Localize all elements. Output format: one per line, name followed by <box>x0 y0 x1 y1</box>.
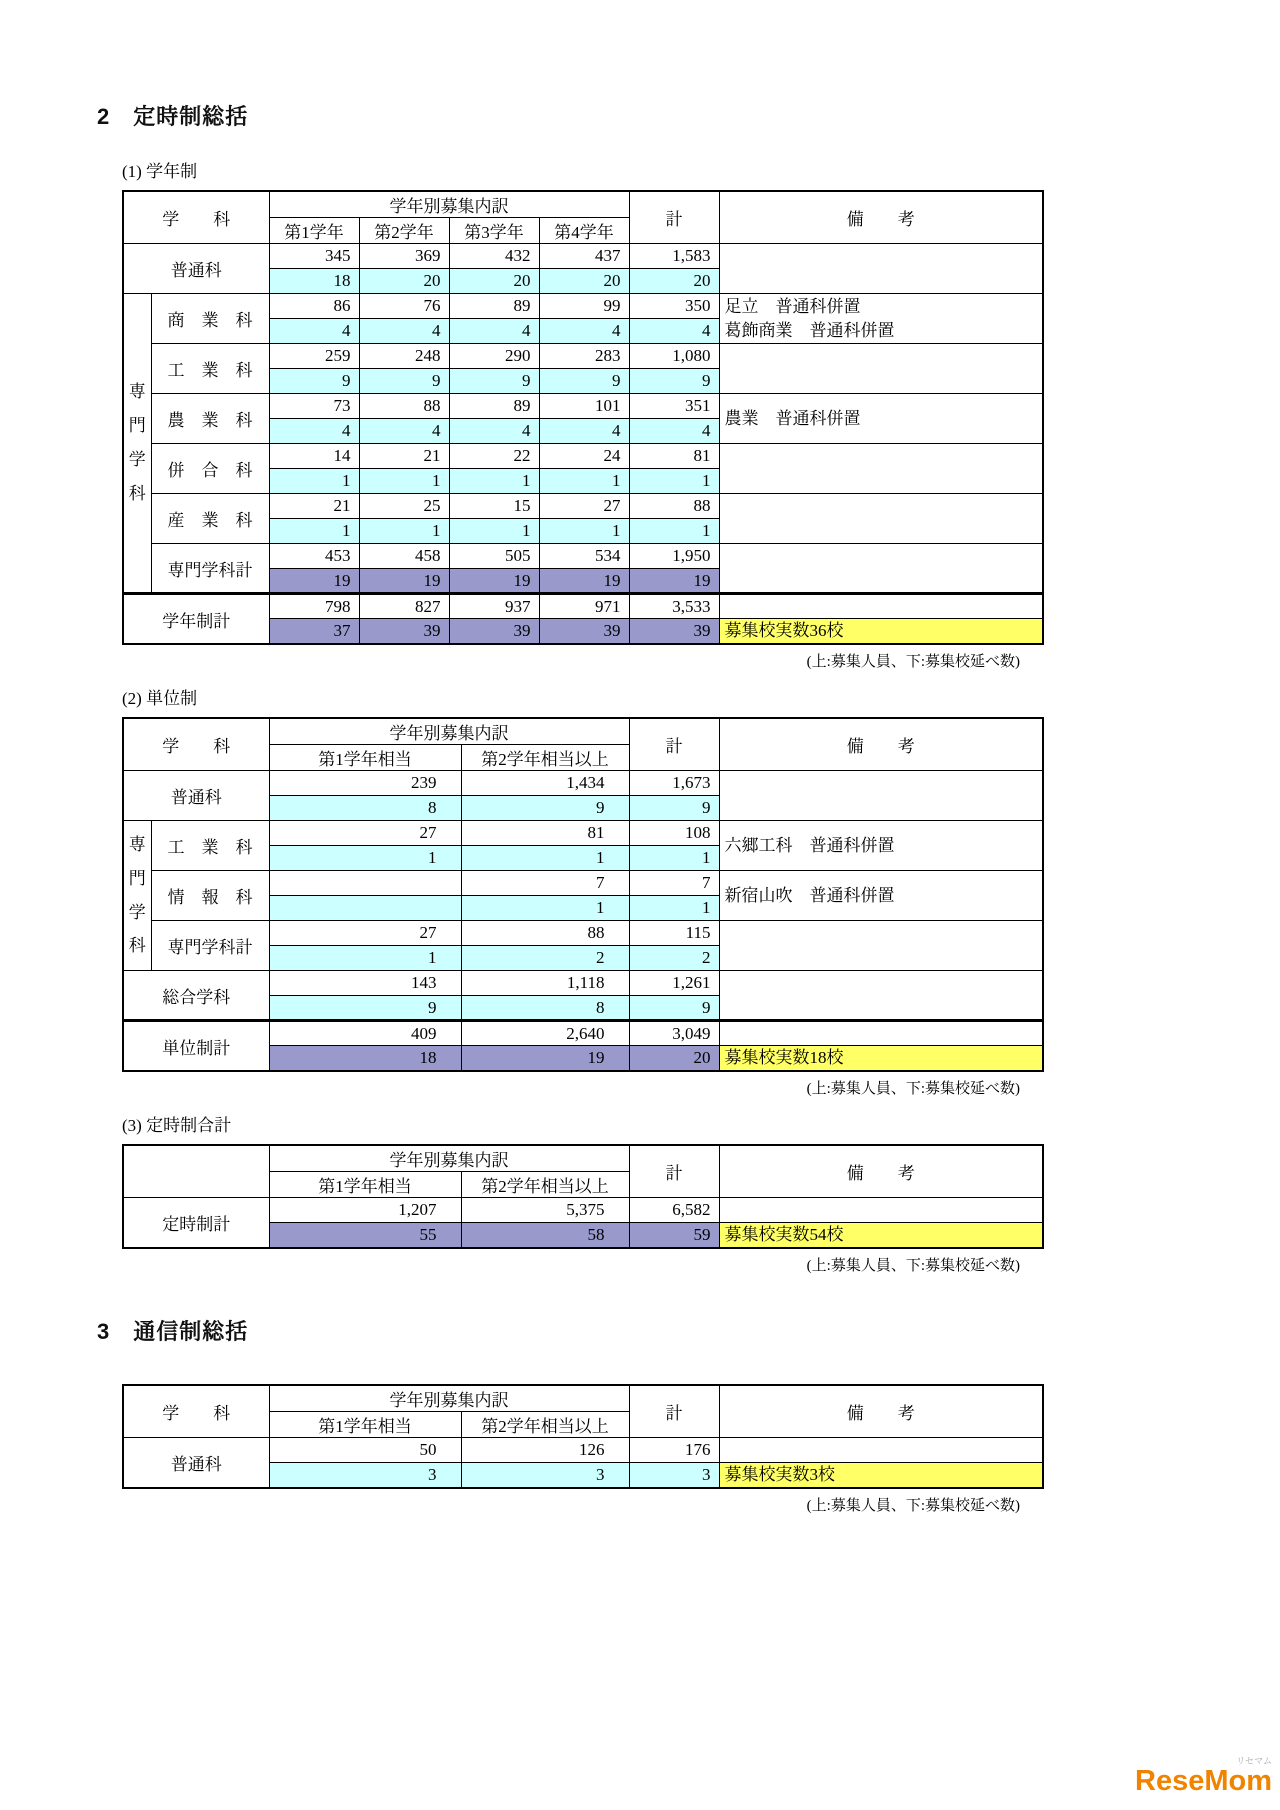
school-count-cell: 1 <box>461 846 629 871</box>
school-count-cell: 4 <box>269 419 359 444</box>
table-footnote: (上:募集人員、下:募集校延べ数) <box>806 654 1020 670</box>
recruit-count-cell: 971 <box>539 594 629 619</box>
header-total: 計 <box>629 1145 719 1198</box>
school-count-cell: 4 <box>539 319 629 344</box>
group-label-vertical-text <box>124 383 151 502</box>
school-count-cell: 39 <box>539 619 629 645</box>
header-dept: 学 科 <box>123 191 269 244</box>
school-count-cell: 55 <box>269 1223 461 1249</box>
school-count-cell: 4 <box>359 319 449 344</box>
school-count-cell: 19 <box>629 569 719 594</box>
recruit-count-cell: 1,950 <box>629 544 719 569</box>
recruit-count-cell: 76 <box>359 294 449 319</box>
recruit-count-cell: 259 <box>269 344 359 369</box>
remark-highlight-cell: 募集校実数18校 <box>719 1046 1043 1072</box>
school-count-cell: 3 <box>461 1463 629 1489</box>
remark-highlight-cell: 募集校実数54校 <box>719 1223 1043 1249</box>
recruit-count-cell: 290 <box>449 344 539 369</box>
school-count-cell: 1 <box>269 469 359 494</box>
recruit-count-cell: 86 <box>269 294 359 319</box>
school-count-cell: 9 <box>449 369 539 394</box>
header-dept: 学 科 <box>123 1385 269 1438</box>
header-breakdown: 学年別募集内訳 <box>269 1385 629 1412</box>
recruit-count-cell: 99 <box>539 294 629 319</box>
recruit-count-cell: 283 <box>539 344 629 369</box>
recruit-count-cell: 239 <box>269 771 461 796</box>
recruit-count-cell: 126 <box>461 1438 629 1463</box>
recruit-count-cell: 27 <box>539 494 629 519</box>
school-count-cell: 8 <box>461 996 629 1021</box>
recruit-count-cell: 73 <box>269 394 359 419</box>
recruit-count-cell: 25 <box>359 494 449 519</box>
school-count-cell: 1 <box>629 469 719 494</box>
resemom-logo <box>1135 1757 1272 1796</box>
remark-cell: 六郷工科 普通科併置 <box>719 821 1043 871</box>
header-total: 計 <box>629 718 719 771</box>
header-remarks: 備 考 <box>719 1145 1043 1198</box>
recruit-count-cell: 7 <box>629 871 719 896</box>
school-count-cell: 9 <box>629 796 719 821</box>
school-count-cell: 4 <box>629 419 719 444</box>
school-count-cell: 4 <box>629 319 719 344</box>
recruit-count-cell: 115 <box>629 921 719 946</box>
school-count-cell: 1 <box>539 469 629 494</box>
header-grade-col: 第1学年相当 <box>269 1412 461 1438</box>
row-label: 学年制計 <box>123 594 269 645</box>
header-grade-col: 第1学年相当 <box>269 1172 461 1198</box>
group-label-specialized <box>123 821 151 971</box>
recruit-count-cell: 534 <box>539 544 629 569</box>
school-count-cell: 19 <box>539 569 629 594</box>
header-breakdown: 学年別募集内訳 <box>269 1145 629 1172</box>
school-count-cell: 37 <box>269 619 359 645</box>
header-grade-col: 第2学年相当以上 <box>461 1172 629 1198</box>
recruit-count-cell: 1,261 <box>629 971 719 996</box>
school-count-cell: 19 <box>449 569 539 594</box>
recruit-count-cell: 1,207 <box>269 1198 461 1223</box>
school-count-cell: 39 <box>449 619 539 645</box>
recruit-count-cell <box>269 871 461 896</box>
header-grade-col: 第1学年 <box>269 218 359 244</box>
recruit-count-cell: 432 <box>449 244 539 269</box>
recruit-count-cell: 89 <box>449 294 539 319</box>
recruit-count-cell: 143 <box>269 971 461 996</box>
school-count-cell: 18 <box>269 269 359 294</box>
recruit-count-cell: 1,583 <box>629 244 719 269</box>
school-count-cell: 1 <box>629 519 719 544</box>
remark-cell <box>719 594 1043 619</box>
header-remarks: 備 考 <box>719 718 1043 771</box>
school-count-cell: 19 <box>269 569 359 594</box>
school-count-cell: 1 <box>359 519 449 544</box>
header-grade-col: 第3学年 <box>449 218 539 244</box>
remark-cell: 新宿山吹 普通科併置 <box>719 871 1043 921</box>
group-label-char: 科 <box>128 936 146 956</box>
school-count-cell: 1 <box>629 896 719 921</box>
recruit-count-cell: 3,533 <box>629 594 719 619</box>
header-grade-col: 第1学年相当 <box>269 745 461 771</box>
header-total: 計 <box>629 191 719 244</box>
recruit-count-cell: 81 <box>629 444 719 469</box>
remark-cell <box>719 494 1043 544</box>
row-label: 情 報 科 <box>151 871 269 921</box>
header-grade-col: 第2学年相当以上 <box>461 1412 629 1438</box>
school-count-cell: 1 <box>359 469 449 494</box>
school-count-cell: 8 <box>269 796 461 821</box>
school-count-cell: 1 <box>269 946 461 971</box>
school-count-cell: 20 <box>629 1046 719 1072</box>
recruit-count-cell: 458 <box>359 544 449 569</box>
header-grade-col: 第2学年 <box>359 218 449 244</box>
header-remarks: 備 考 <box>719 1385 1043 1438</box>
recruit-count-cell: 88 <box>629 494 719 519</box>
row-label: 専門学科計 <box>151 921 269 971</box>
enrollment-table <box>122 1144 1044 1249</box>
row-label: 併 合 科 <box>151 444 269 494</box>
recruit-count-cell: 827 <box>359 594 449 619</box>
header-grade-col: 第2学年相当以上 <box>461 745 629 771</box>
recruit-count-cell: 21 <box>269 494 359 519</box>
recruit-count-cell: 437 <box>539 244 629 269</box>
recruit-count-cell: 89 <box>449 394 539 419</box>
school-count-cell <box>269 896 461 921</box>
enrollment-table <box>122 190 1044 645</box>
recruit-count-cell: 14 <box>269 444 359 469</box>
school-count-cell: 20 <box>629 269 719 294</box>
row-label: 普通科 <box>123 244 269 294</box>
school-count-cell: 19 <box>461 1046 629 1072</box>
group-label-char: 門 <box>128 416 146 436</box>
recruit-count-cell: 6,582 <box>629 1198 719 1223</box>
school-count-cell: 4 <box>449 419 539 444</box>
recruit-count-cell: 248 <box>359 344 449 369</box>
school-count-cell: 4 <box>539 419 629 444</box>
header-dept <box>123 1145 269 1198</box>
recruit-count-cell: 2,640 <box>461 1021 629 1046</box>
header-total: 計 <box>629 1385 719 1438</box>
school-count-cell: 59 <box>629 1223 719 1249</box>
school-count-cell: 1 <box>461 896 629 921</box>
school-count-cell: 39 <box>359 619 449 645</box>
remark-cell <box>719 1198 1043 1223</box>
group-label-char: 専 <box>128 834 146 854</box>
row-label: 総合学科 <box>123 971 269 1021</box>
school-count-cell: 20 <box>359 269 449 294</box>
school-count-cell: 9 <box>269 996 461 1021</box>
school-count-cell: 18 <box>269 1046 461 1072</box>
table-footnote: (上:募集人員、下:募集校延べ数) <box>806 1081 1020 1097</box>
school-count-cell: 9 <box>359 369 449 394</box>
header-remarks: 備 考 <box>719 191 1043 244</box>
remark-cell <box>719 771 1043 821</box>
school-count-cell: 9 <box>539 369 629 394</box>
school-count-cell: 1 <box>269 519 359 544</box>
recruit-count-cell: 453 <box>269 544 359 569</box>
row-label: 普通科 <box>123 1438 269 1489</box>
row-label: 工 業 科 <box>151 344 269 394</box>
school-count-cell: 3 <box>629 1463 719 1489</box>
table-footnote: (上:募集人員、下:募集校延べ数) <box>806 1498 1020 1514</box>
recruit-count-cell: 409 <box>269 1021 461 1046</box>
group-label-char: 門 <box>128 868 146 888</box>
recruit-count-cell: 15 <box>449 494 539 519</box>
recruit-count-cell: 3,049 <box>629 1021 719 1046</box>
row-label: 普通科 <box>123 771 269 821</box>
recruit-count-cell: 88 <box>359 394 449 419</box>
school-count-cell: 20 <box>449 269 539 294</box>
school-count-cell: 3 <box>269 1463 461 1489</box>
section-2-heading: 2 定時制総括 <box>97 104 249 129</box>
school-count-cell: 39 <box>629 619 719 645</box>
school-count-cell: 19 <box>359 569 449 594</box>
school-count-cell: 58 <box>461 1223 629 1249</box>
group-label-char: 科 <box>128 483 146 503</box>
school-count-cell: 9 <box>461 796 629 821</box>
recruit-count-cell: 176 <box>629 1438 719 1463</box>
school-count-cell: 1 <box>269 846 461 871</box>
school-count-cell: 20 <box>539 269 629 294</box>
school-count-cell: 9 <box>629 996 719 1021</box>
enrollment-table <box>122 1384 1044 1489</box>
row-label: 産 業 科 <box>151 494 269 544</box>
row-label: 専門学科計 <box>151 544 269 594</box>
table-footnote: (上:募集人員、下:募集校延べ数) <box>806 1258 1020 1274</box>
recruit-count-cell: 505 <box>449 544 539 569</box>
row-label: 単位制計 <box>123 1021 269 1072</box>
school-count-cell: 1 <box>449 469 539 494</box>
school-count-cell: 4 <box>359 419 449 444</box>
recruit-count-cell: 21 <box>359 444 449 469</box>
recruit-count-cell: 350 <box>629 294 719 319</box>
recruit-count-cell: 1,434 <box>461 771 629 796</box>
school-count-cell: 4 <box>449 319 539 344</box>
group-label-vertical-text <box>124 836 151 955</box>
recruit-count-cell: 81 <box>461 821 629 846</box>
row-label: 工 業 科 <box>151 821 269 871</box>
remark-highlight-cell: 募集校実数3校 <box>719 1463 1043 1489</box>
group-label-specialized <box>123 294 151 594</box>
header-dept: 学 科 <box>123 718 269 771</box>
remark-cell: 農業 普通科併置 <box>719 394 1043 444</box>
group-label-char: 学 <box>128 450 146 469</box>
recruit-count-cell: 108 <box>629 821 719 846</box>
remark-cell <box>719 544 1043 594</box>
remark-cell: 足立 普通科併置 葛飾商業 普通科併置 <box>719 294 1043 344</box>
recruit-count-cell: 22 <box>449 444 539 469</box>
header-grade-col: 第4学年 <box>539 218 629 244</box>
recruit-count-cell: 88 <box>461 921 629 946</box>
recruit-count-cell: 369 <box>359 244 449 269</box>
recruit-count-cell: 24 <box>539 444 629 469</box>
group-label-char: 専 <box>128 382 146 402</box>
recruit-count-cell: 351 <box>629 394 719 419</box>
section-3-heading: 3 通信制総括 <box>97 1319 249 1344</box>
group-label-char: 学 <box>128 902 146 922</box>
recruit-count-cell: 1,673 <box>629 771 719 796</box>
recruit-count-cell: 27 <box>269 921 461 946</box>
row-label: 商 業 科 <box>151 294 269 344</box>
remark-cell <box>719 444 1043 494</box>
remark-cell <box>719 1438 1043 1463</box>
school-count-cell: 1 <box>629 846 719 871</box>
school-count-cell: 9 <box>269 369 359 394</box>
school-count-cell: 2 <box>629 946 719 971</box>
recruit-count-cell: 7 <box>461 871 629 896</box>
remark-cell <box>719 921 1043 971</box>
recruit-count-cell: 101 <box>539 394 629 419</box>
remark-highlight-cell: 募集校実数36校 <box>719 619 1043 645</box>
table-caption: (3) 定時制合計 <box>122 1116 232 1135</box>
header-breakdown: 学年別募集内訳 <box>269 191 629 218</box>
resemom-wordmark: ReseMom <box>1135 1765 1272 1797</box>
school-count-cell: 1 <box>449 519 539 544</box>
table-caption: (1) 学年制 <box>122 162 198 181</box>
school-count-cell: 4 <box>269 319 359 344</box>
recruit-count-cell: 5,375 <box>461 1198 629 1223</box>
recruit-count-cell: 345 <box>269 244 359 269</box>
resemom-logo-subtext: リセマム <box>1236 1756 1272 1766</box>
recruit-count-cell: 798 <box>269 594 359 619</box>
remark-cell <box>719 244 1043 294</box>
remark-cell <box>719 971 1043 1021</box>
recruit-count-cell: 1,118 <box>461 971 629 996</box>
header-breakdown: 学年別募集内訳 <box>269 718 629 745</box>
remark-cell <box>719 344 1043 394</box>
school-count-cell: 9 <box>629 369 719 394</box>
table-caption: (2) 単位制 <box>122 689 198 708</box>
part-time-tables-area <box>97 157 1280 1275</box>
remark-cell <box>719 1021 1043 1046</box>
correspondence-table-area <box>97 1384 1280 1515</box>
recruit-count-cell: 50 <box>269 1438 461 1463</box>
row-label: 農 業 科 <box>151 394 269 444</box>
recruit-count-cell: 1,080 <box>629 344 719 369</box>
recruit-count-cell: 27 <box>269 821 461 846</box>
school-count-cell: 1 <box>539 519 629 544</box>
row-label: 定時制計 <box>123 1198 269 1249</box>
recruit-count-cell: 937 <box>449 594 539 619</box>
enrollment-table <box>122 717 1044 1072</box>
school-count-cell: 2 <box>461 946 629 971</box>
